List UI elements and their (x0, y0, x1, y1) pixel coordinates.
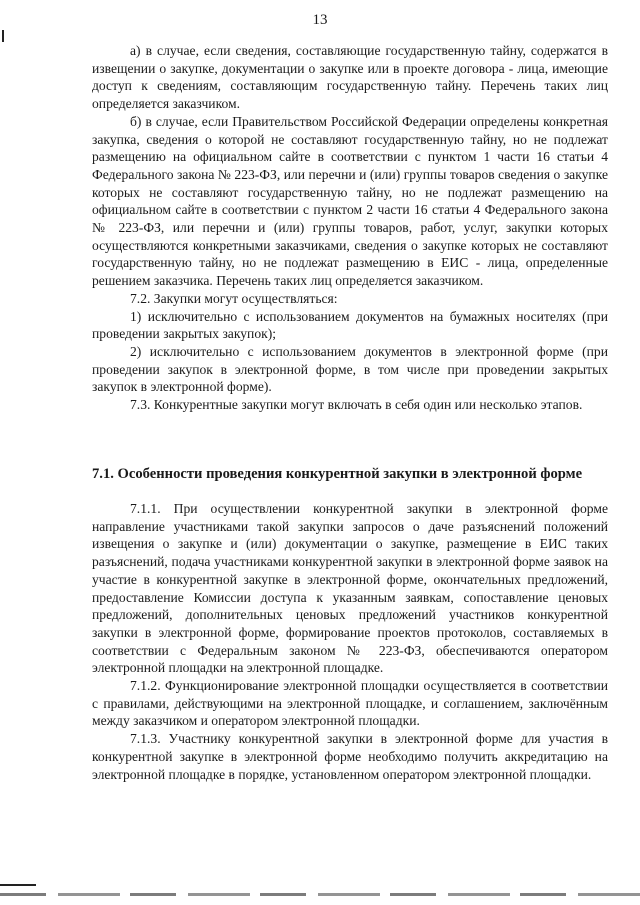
paragraph-7-3: 7.3. Конкурентные закупки могут включать в себя один или несколько этапов. (130, 397, 583, 413)
page-number: 13 (312, 12, 328, 28)
paragraph-7-2: 7.2. Закупки могут осуществляться: (130, 290, 338, 306)
scan-edge-mark (2, 30, 4, 42)
scan-bottom-mark (0, 884, 36, 886)
paragraph-a: а) в случае, если сведения, составляющие государственную тайну, содержатся в извещении о закупке, документации о закупке или в проекте договора - лица, имеющие доступ к сведениям, составляющим государственную тайну. Перечень таких лиц определяется заказчиком. (92, 43, 608, 112)
paragraph-7-2-1: 1) исключительно с использованием документов на бумажных носителях (при проведении закрытых закупок); (92, 308, 608, 342)
paragraph-7-2-2: 2) исключительно с использованием документов в электронной форме (при проведении закупок в электронной форме, в том числе при проведении закрытых закупок в электронной форме). (92, 343, 608, 395)
document-body-section (92, 500, 608, 783)
scan-bottom-rule (0, 893, 640, 896)
section-heading: 7.1. Особенности проведения конкурентной закупки в электронной форме (92, 466, 583, 482)
paragraph-7-1-1: 7.1.1. При осуществлении конкурентной закупки в электронной форме направление участниками такой закупки запросов о даче разъяснений положений извещения о закупке и (или) документации о закупке, размещение в ЕИС таких разъяснений, подача участниками конкурентной закупки в электронной форме заявок на участие в конкурентной закупке в электронной форме, окончательных предложений, предоставление Комиссии доступа к указанным заявкам, сопоставление ценовых предложений, дополнительных ценовых предложений участников конкурентной закупки в электронной форме, формирование проектов протоколов, составляемых в соответствии с Федеральным законом № 223-ФЗ, обеспечиваются оператором электронной площадки на электронной площадке. (92, 501, 608, 676)
document-body-top (92, 42, 608, 414)
paragraph-b: б) в случае, если Правительством Российской Федерации определены конкретная закупка, сведения о которой не составляют государственную тайну, но не подлежат размещению на официальном сайте в соответствии с пунктом 1 части 16 статьи 4 Федерального закона № 223-ФЗ, или перечни и (или) группы товаров сведения о закупке которых не составляют государственную тайну, но не подлежат размещению на официальном сайте в соответствии с пунктом 2 части 16 статьи 4 Федерального закона № 223-ФЗ, или перечни и (или) группы товаров, работ, услуг, закупки которых осуществляются конкретными заказчиками, сведения о закупке которых не составляют государственную тайну, но не подлежат размещению в ЕИС - лица, определенные решением заказчика. Перечень таких лиц определяется заказчиком. (92, 113, 608, 289)
paragraph-7-1-2: 7.1.2. Функционирование электронной площадки осуществляется в соответствии с правилами, действующими на электронной площадке, и соглашением, заключённым между заказчиком и оператором электронной площадки. (92, 678, 608, 729)
paragraph-7-1-3: 7.1.3. Участнику конкурентной закупки в электронной форме для участия в конкурентной закупке в электронной форме необходимо получить аккредитацию на электронной площадке в порядке, установленном оператором электронной площадки. (92, 731, 608, 782)
